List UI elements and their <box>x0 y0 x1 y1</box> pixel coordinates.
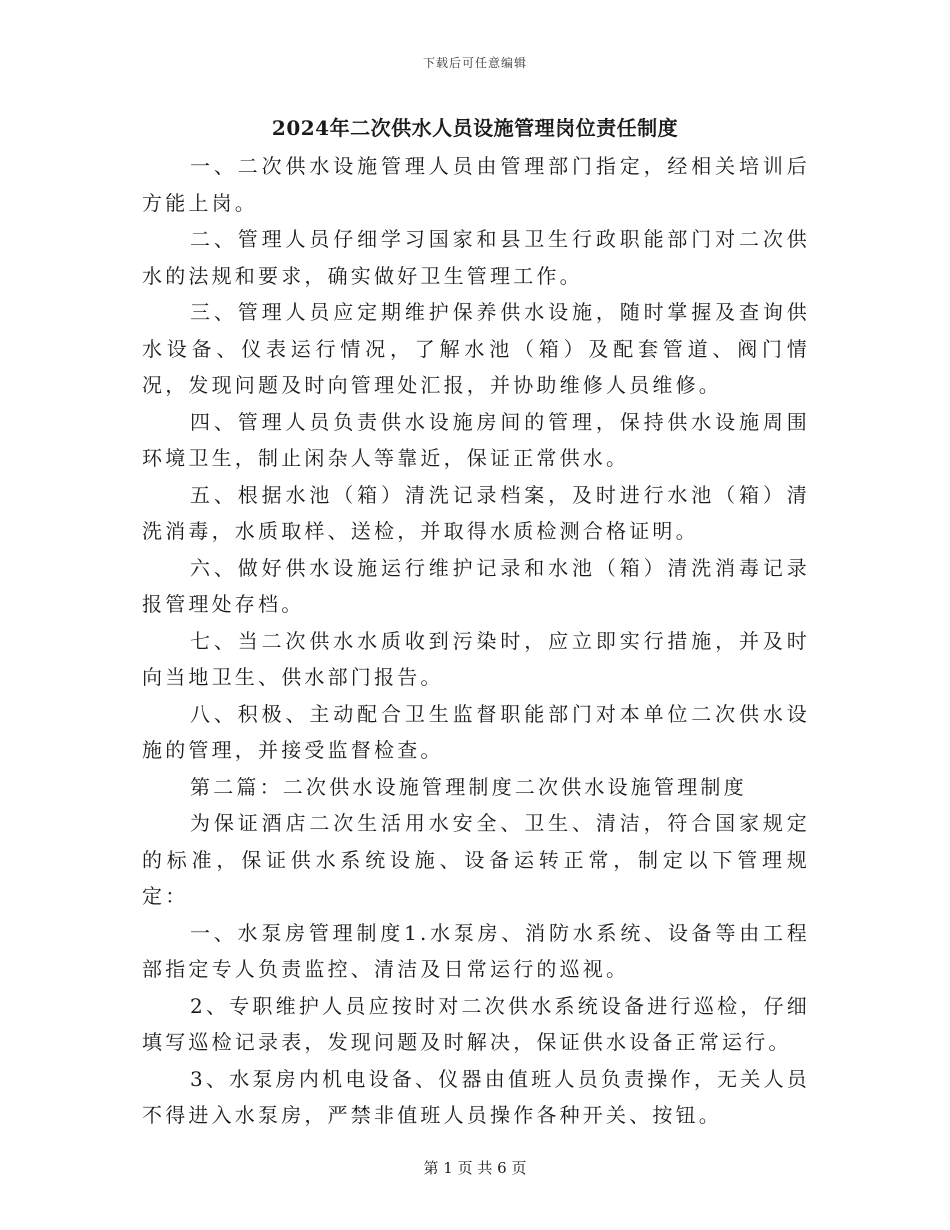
page-number: 第 1 页 共 6 页 <box>423 1159 527 1177</box>
paragraph-11: 一、水泵房管理制度1.水泵房、消防水系统、设备等由工程部指定专人负责监控、清洁及日常运行的巡视。 <box>142 920 810 981</box>
section-heading-part-two: 第二篇：二次供水设施管理制度二次供水设施管理制度 <box>190 774 747 799</box>
paragraph-12: 2、专职维护人员应按时对二次供水系统设备进行巡检，仔细填写巡检记录表，发现问题及时解决，保证供水设备正常运行。 <box>142 993 810 1054</box>
paragraph-4: 四、管理人员负责供水设施房间的管理，保持供水设施周围环境卫生，制止闲杂人等靠近，保证正常供水。 <box>142 409 810 470</box>
paragraph-6: 六、做好供水设施运行维护记录和水池（箱）清洗消毒记录报管理处存档。 <box>142 555 810 616</box>
paragraph-7: 七、当二次供水水质收到污染时，应立即实行措施，并及时向当地卫生、供水部门报告。 <box>142 628 810 689</box>
paragraph-1: 一、二次供水设施管理人员由管理部门指定，经相关培训后方能上岗。 <box>142 154 810 215</box>
paragraph-13: 3、水泵房内机电设备、仪器由值班人员负责操作，无关人员不得进入水泵房，严禁非值班人员操作各种开关、按钮。 <box>142 1066 810 1127</box>
paragraph-5: 五、根据水池（箱）清洗记录档案，及时进行水池（箱）清洗消毒，水质取样、送检，并取得水质检测合格证明。 <box>142 482 810 543</box>
paragraph-3: 三、管理人员应定期维护保养供水设施，随时掌握及查询供水设备、仪表运行情况，了解水池（箱）及配套管道、阀门情况，发现问题及时向管理处汇报，并协助维修人员维修。 <box>142 300 810 397</box>
document-body <box>142 148 810 1134</box>
paragraph-10: 为保证酒店二次生活用水安全、卫生、清洁，符合国家规定的标准，保证供水系统设施、设备运转正常，制定以下管理规定： <box>142 811 810 908</box>
page-header-note: 下载后可任意编辑 <box>422 56 527 70</box>
paragraph-8: 八、积极、主动配合卫生监督职能部门对本单位二次供水设施的管理，并接受监督检查。 <box>142 701 810 762</box>
document-title: 2024年二次供水人员设施管理岗位责任制度 <box>271 116 679 140</box>
paragraph-2: 二、管理人员仔细学习国家和县卫生行政职能部门对二次供水的法规和要求，确实做好卫生管理工作。 <box>142 227 810 288</box>
